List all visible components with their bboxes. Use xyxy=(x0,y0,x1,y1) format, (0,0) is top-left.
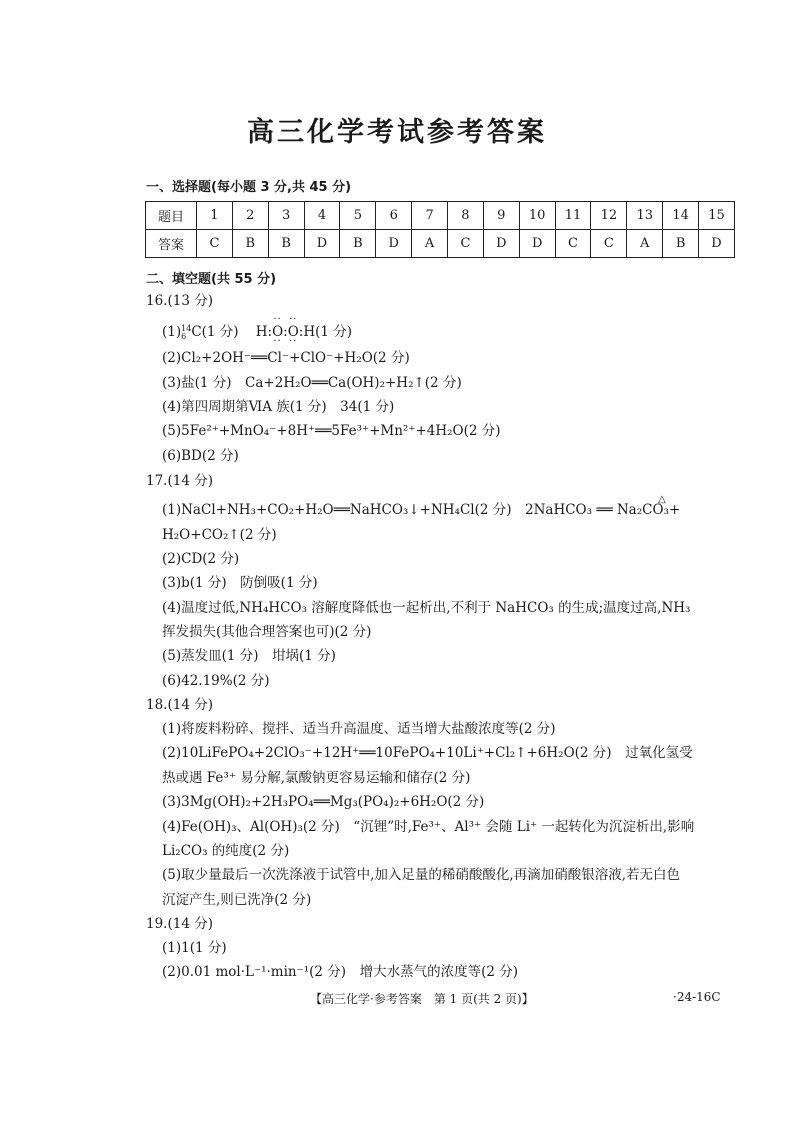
q16-line-1: (1) 14 6 C(1 分) H:·· O ··:·· O ··:H(1 分) xyxy=(162,324,352,341)
q19-line-2: (2)0.01 mol·L⁻¹·min⁻¹(2 分) 增大水蒸气的浓度等(2 分) xyxy=(162,964,518,980)
q16-h-right: H(1 分) xyxy=(303,324,353,340)
question-number-cell: 15 xyxy=(699,202,735,230)
q16-heading: 16.(13 分) xyxy=(146,293,213,309)
question-number-cell: 11 xyxy=(555,202,591,230)
q16-line-5: (5)5Fe²⁺+MnO₄⁻+8H⁺══5Fe³⁺+Mn²⁺+4H₂O(2 分) xyxy=(162,423,501,439)
question-number-cell: 3 xyxy=(268,202,304,230)
question-number-cell: 14 xyxy=(663,202,699,230)
q16-l1-nuclide: C(1 分) xyxy=(191,324,239,340)
q17-line-1-text: (1)NaCl+NH₃+CO₂+H₂O══NaHCO₃↓+NH₄Cl(2 分) 2NaHCO₃ ══ Na₂CO₃+ xyxy=(162,502,681,518)
answer-cell: D xyxy=(519,230,555,258)
question-number-cell: 4 xyxy=(304,202,340,230)
question-number-cell: 1 xyxy=(197,202,233,230)
page-title: 高三化学考试参考答案 xyxy=(247,117,547,148)
q16-oxygen-1: ·· O ·· xyxy=(272,324,283,340)
answer-cell: D xyxy=(699,230,735,258)
question-number-cell: 8 xyxy=(448,202,484,230)
question-number-cell: 7 xyxy=(412,202,448,230)
q17-line-3: (3)b(1 分) 防倒吸(1 分) xyxy=(162,575,318,591)
q16-oxygen-2: ·· O ·· xyxy=(288,324,299,340)
answer-cell: B xyxy=(232,230,268,258)
question-number-cell: 2 xyxy=(232,202,268,230)
answer-cell: B xyxy=(340,230,376,258)
question-number-cell: 12 xyxy=(591,202,627,230)
question-number-cell: 5 xyxy=(340,202,376,230)
answer-cell: B xyxy=(663,230,699,258)
q18-heading: 18.(14 分) xyxy=(146,697,213,713)
question-number-cell: 10 xyxy=(519,202,555,230)
answer-table xyxy=(145,201,735,258)
q18-line-5b: 沉淀产生,则已洗净(2 分) xyxy=(162,892,312,908)
q18-line-2b: 热或遇 Fe³⁺ 易分解,氯酸钠更容易运输和储存(2 分) xyxy=(162,770,471,786)
q17-line-1b: H₂O+CO₂↑(2 分) xyxy=(162,527,277,543)
row-label-question: 题目 xyxy=(146,202,197,230)
q18-line-5: (5)取少量最后一次洗涤液于试管中,加入足量的稀硝酸酸化,再滴加硝酸银溶液,若无白色 xyxy=(162,867,680,883)
q18-line-2: (2)10LiFePO₄+2ClO₃⁻+12H⁺══10FePO₄+10Li⁺+Cl₂↑+6H₂O(2 分) 过氧化氢受 xyxy=(162,745,693,761)
q17-line-6: (6)42.19%(2 分) xyxy=(162,673,270,689)
q16-atomic-number: 6 xyxy=(181,331,187,341)
question-number-cell: 13 xyxy=(627,202,663,230)
q17-line-2: (2)CD(2 分) xyxy=(162,551,240,567)
q16-mass-number: 14 xyxy=(181,323,192,333)
section-2-heading: 二、填空题(共 55 分) xyxy=(146,272,277,287)
answer-cell: A xyxy=(627,230,663,258)
heat-condition-symbol: △ xyxy=(658,494,666,505)
section-1-heading: 一、选择题(每小题 3 分,共 45 分) xyxy=(146,180,352,195)
q17-heading: 17.(14 分) xyxy=(146,473,213,489)
question-number-cell: 9 xyxy=(483,202,519,230)
q18-line-4b: Li₂CO₃ 的纯度(2 分) xyxy=(162,843,290,859)
q16-line-3: (3)盐(1 分) Ca+2H₂O══Ca(OH)₂+H₂↑(2 分) xyxy=(162,375,462,391)
q16-line-4: (4)第四周期第ⅥA 族(1 分) 34(1 分) xyxy=(162,399,395,415)
answer-cell: C xyxy=(555,230,591,258)
q19-heading: 19.(14 分) xyxy=(146,916,213,932)
q17-line-4b: 挥发损失(其他合理答案也可)(2 分) xyxy=(162,624,372,640)
answer-cell: C xyxy=(448,230,484,258)
paper-code: ·24-16C xyxy=(673,990,721,1004)
q17-line-5: (5)蒸发皿(1 分) 坩埚(1 分) xyxy=(162,648,336,664)
answer-cell: B xyxy=(268,230,304,258)
answer-cell: D xyxy=(304,230,340,258)
q18-line-4: (4)Fe(OH)₃、Al(OH)₃(2 分) “沉锂”时,Fe³⁺、Al³⁺ 会随 Li⁺ 一起转化为沉淀析出,影响 xyxy=(162,819,695,835)
answer-cell: D xyxy=(483,230,519,258)
q17-line-1 xyxy=(162,494,681,518)
answer-row xyxy=(146,230,735,258)
q17-line-4: (4)温度过低,NH₄HCO₃ 溶解度降低也一起析出,不利于 NaHCO₃ 的生成;温度过高,NH₃ xyxy=(162,600,691,616)
q16-l1-prefix: (1) xyxy=(162,324,182,340)
answer-cell: A xyxy=(412,230,448,258)
row-label-answer: 答案 xyxy=(146,230,197,258)
page-footer: 【高三化学·参考答案 第 1 页(共 2 页)】 xyxy=(310,992,534,1006)
answer-cell: C xyxy=(591,230,627,258)
question-number-row xyxy=(146,202,735,230)
q18-line-3: (3)3Mg(OH)₂+2H₃PO₄══Mg₃(PO₄)₂+6H₂O(2 分) xyxy=(162,794,485,810)
answer-cell: C xyxy=(197,230,233,258)
q16-line-2: (2)Cl₂+2OH⁻══Cl⁻+ClO⁻+H₂O(2 分) xyxy=(162,350,410,366)
q18-line-1: (1)将废料粉碎、搅拌、适当升高温度、适当增大盐酸浓度等(2 分) xyxy=(162,721,556,737)
q16-line-6: (6)BD(2 分) xyxy=(162,448,239,464)
answer-cell: D xyxy=(376,230,412,258)
q16-h-left: H xyxy=(255,324,268,340)
q19-line-1: (1)1(1 分) xyxy=(162,940,227,956)
question-number-cell: 6 xyxy=(376,202,412,230)
